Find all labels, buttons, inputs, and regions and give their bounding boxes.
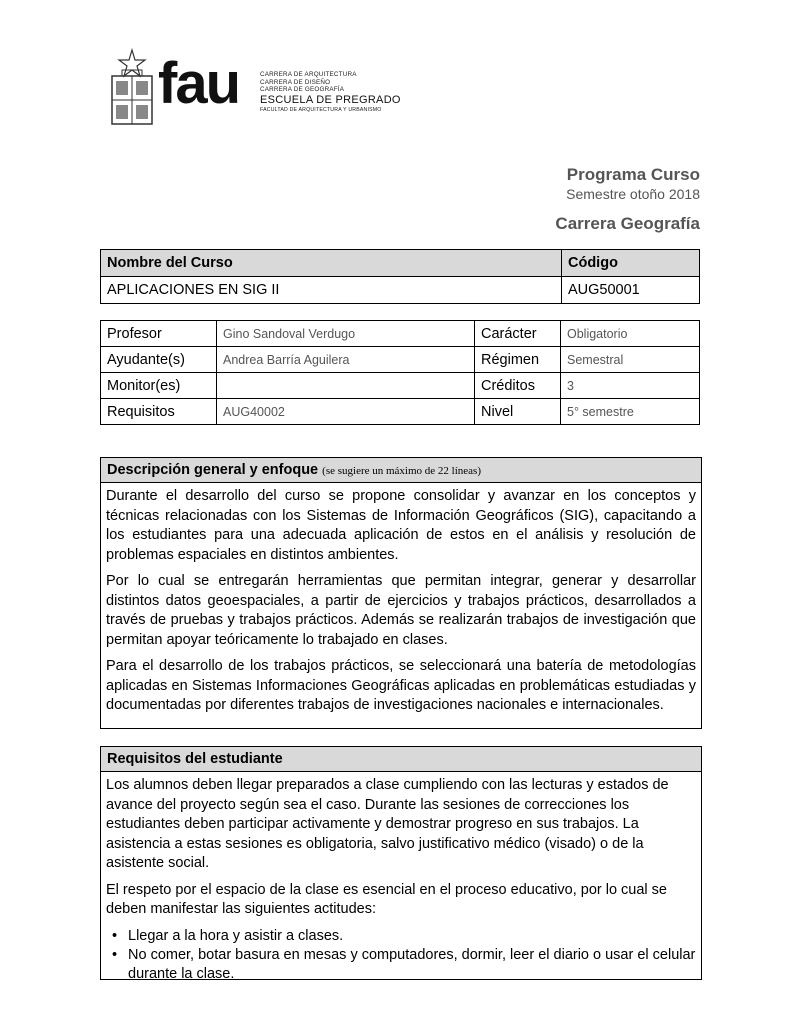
regimen-value: Semestral [561,347,700,373]
caracter-label: Carácter [475,321,561,347]
section-body [101,772,701,988]
regimen-label: Régimen [475,347,561,373]
requirements-list [106,927,696,984]
section-body [101,483,701,727]
section-note: (se sugiere un máximo de 22 líneas) [322,465,482,477]
logo-text-block [260,71,400,113]
bullet-icon: • [112,927,118,944]
ayudante-label: Ayudante(s) [101,347,217,373]
course-info-table [100,320,700,425]
logo-line: CARRERA DE DISEÑO [260,78,331,86]
creditos-label: Créditos [475,373,561,399]
program-title: Programa Curso [566,165,700,184]
course-name: APLICACIONES EN SIG II [101,277,562,304]
requisitos-value: AUG40002 [217,399,475,425]
logo-school: ESCUELA DE PREGRADO [260,93,401,106]
university-seal-icon [108,48,156,128]
monitor-label: Monitor(es) [101,373,217,399]
logo-line: CARRERA DE GEOGRAFÍA [260,86,345,94]
paragraph: Por lo cual se entregarán herramientas que permitan integrar, generar y desarrollar distintos datos geoespaciales, a partir de ejercicios y trabajos prácticos, desarrollados a través de pruebas y trabajos prácticos. Además se realizarán trabajos de investigación que permitan apoyar teóricamente lo trabajado en clases. [106,573,696,648]
program-semester: Semestre otoño 2018 [566,186,700,202]
paragraph: El respeto por el espacio de la clase es esencial en el proceso educativo, por lo cual se deben manifestar las siguientes actitudes: [106,881,667,917]
course-name-label: Nombre del Curso [101,250,562,277]
faculty-logo [108,48,401,130]
brand-wordmark: fau [158,51,239,116]
nivel-value: 5° semestre [561,399,700,425]
monitor-value [217,373,475,399]
list-item [106,946,696,984]
profesor-label: Profesor [101,321,217,347]
student-requirements-section [100,746,702,980]
list-item [106,927,696,946]
section-title: Requisitos del estudiante [107,751,283,767]
paragraph: Durante el desarrollo del curso se propone consolidar y avanzar en los conceptos y técnicas relacionadas con los Sistemas de Información Geográficos (SIG), capacitando a los estudiantes para una adecuada aplicación de estos en el análisis y resolución de problemas espaciales en distintos ambientes. [106,488,696,563]
section-header [101,747,701,772]
section-header [101,458,701,483]
list-item-text: No comer, botar basura en mesas y computadores, dormir, leer el diario o usar el celular durante la clase. [128,946,696,982]
section-title: Descripción general y enfoque [107,462,319,478]
logo-faculty: FACULTAD DE ARQUITECTURA Y URBANISMO [260,106,382,113]
creditos-value: 3 [561,373,700,399]
list-item-text: Llegar a la hora y asistir a clases. [128,927,344,944]
description-section [100,457,702,729]
caracter-value: Obligatorio [561,321,700,347]
paragraph: Los alumnos deben llegar preparados a clase cumpliendo con las lecturas y estados de avance del proyecto según sea el caso. Durante las sesiones de correcciones los estudiantes deben participar activamente y demostrar progreso en sus trabajos. La asistencia a estas sesiones es obligatoria, salvo justificativo médico (visado) o de la asistente social. [106,777,669,871]
requisitos-label: Requisitos [101,399,217,425]
program-header [555,165,700,235]
bullet-icon: • [112,946,118,963]
program-career: Carrera Geografía [555,214,700,233]
ayudante-value: Andrea Barría Aguilera [217,347,475,373]
nivel-label: Nivel [475,399,561,425]
course-code-label: Código [562,250,700,277]
paragraph: Para el desarrollo de los trabajos prácticos, se seleccionará una batería de metodologías aplicadas en Sistemas Informaciones Geográficas aplicadas en problemáticas estudiadas y documentadas por diferentes trabajos de investigaciones nacionales e internacionales. [106,658,696,713]
logo-line: CARRERA DE ARQUITECTURA [260,71,357,78]
course-code: AUG50001 [562,277,700,304]
profesor-value: Gino Sandoval Verdugo [217,321,475,347]
course-table [100,249,700,304]
